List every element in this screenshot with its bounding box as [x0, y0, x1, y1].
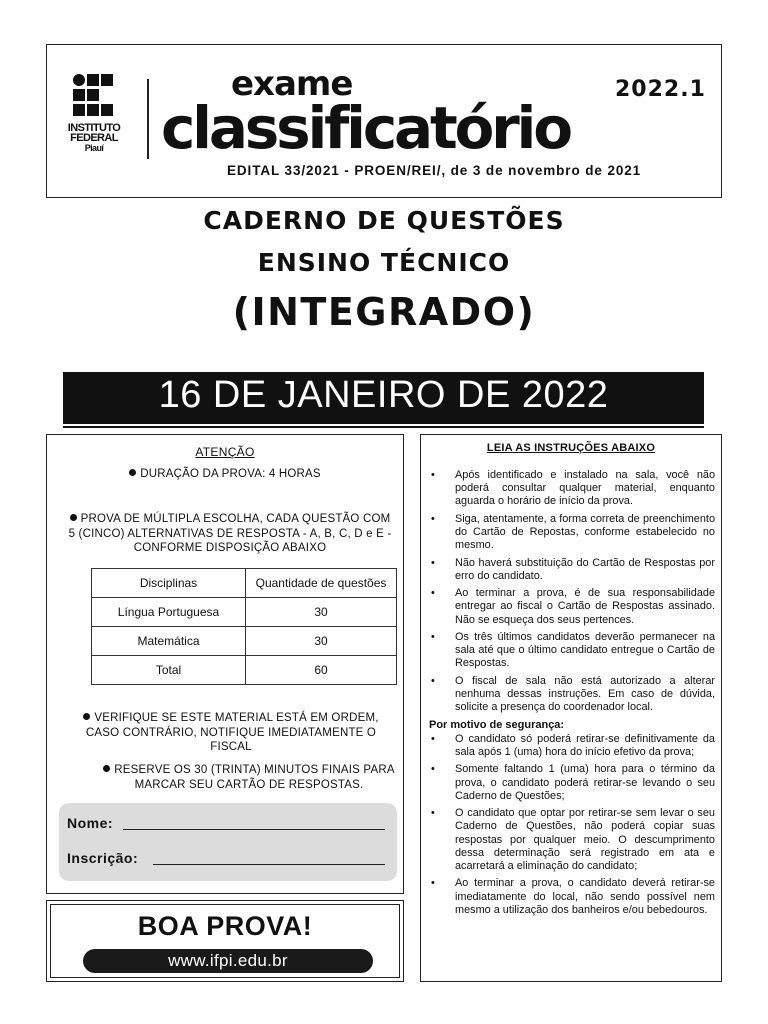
instructions-list — [429, 469, 715, 921]
logo-line-piaui: Piauí — [84, 143, 104, 153]
table-cell: 30 — [246, 598, 397, 627]
duration-text: DURAÇÃO DA PROVA: 4 HORAS — [140, 468, 321, 480]
verify-item — [71, 711, 391, 755]
list-item: • Somente faltando 1 (uma) hora para o término da prova, o candidato poderá retirar-se levando o seu Caderno de Questões; — [429, 763, 715, 803]
multiple-choice-item — [65, 512, 395, 556]
bullet-icon — [83, 713, 90, 720]
logo-line-federal: FEDERAL — [70, 132, 118, 144]
title-caderno: CADERNO DE QUESTÕES — [203, 206, 565, 235]
instructions-heading: LEIA AS INSTRUÇÕES ABAIXO — [486, 442, 656, 454]
table-header: Quantidade de questões — [246, 569, 397, 598]
table-header: Disciplinas — [92, 569, 246, 598]
edital-line: EDITAL 33/2021 - PROEN/REI/, de 3 de novembro de 2021 — [227, 163, 642, 178]
name-field[interactable] — [67, 815, 113, 831]
table-row — [92, 627, 397, 656]
bullet-icon — [129, 469, 136, 476]
list-item: • Os três últimos candidatos deverão permanecer na sala até que o último candidato entregue o Cartão de Respostas. — [429, 631, 715, 671]
classificatorio-word: classificatório — [161, 94, 570, 162]
exam-date: 16 DE JANEIRO DE 2022 — [158, 374, 609, 416]
exam-year: 2022.1 — [615, 77, 706, 102]
instructions-panel — [420, 434, 722, 982]
name-line[interactable] — [123, 829, 385, 830]
table-cell: Total — [92, 656, 246, 685]
exam-header — [46, 44, 722, 198]
table-row — [92, 598, 397, 627]
subjects-table — [91, 568, 397, 685]
exame-word: exame — [231, 64, 353, 104]
table-header-row — [92, 569, 397, 598]
reserve-text: RESERVE OS 30 (TRINTA) MINUTOS FINAIS PARA MARCAR SEU CARTÃO DE RESPOSTAS. — [114, 764, 395, 791]
candidate-fields — [59, 803, 397, 881]
reserve-item — [99, 763, 399, 792]
logo-line-instituto: INSTITUTO — [67, 122, 121, 134]
list-item: • Após identificado e instalado na sala, você não poderá consultar qualquer material, enquanto aguarda o horário de início da prova. — [429, 469, 715, 509]
list-item: • Ao terminar a prova, é de sua responsabilidade entregar ao fiscal o Cartão de Respostas assinado. Não se esqueça dos seus pertences. — [429, 587, 715, 627]
list-item: • Siga, atentamente, a forma correta de preenchimento do Cartão de Repostas, conforme estabelecido no mesmo. — [429, 513, 715, 553]
list-item: • Ao terminar a prova, o candidato deverá retirar-se imediatamente do local, não sendo possível nem mesmo a utilização dos banheiros e/ou bebedouros. — [429, 877, 715, 917]
table-cell: Matemática — [92, 627, 246, 656]
table-cell: 60 — [246, 656, 397, 685]
attention-panel — [46, 434, 404, 894]
attention-heading: ATENÇÃO — [195, 445, 255, 459]
website-link[interactable]: www.ifpi.edu.br — [83, 949, 373, 973]
registration-line[interactable] — [153, 864, 385, 865]
list-item: • O candidato só poderá retirar-se definitivamente da sala após 1 (uma) hora do início efetivo da prova; — [429, 733, 715, 759]
list-item: • O fiscal de sala não está autorizado a alterar nenhuma dessas instruções. Em caso de dúvida, solicite a presença do coordenador local. — [429, 675, 715, 715]
good-luck-box — [46, 900, 404, 982]
header-divider — [147, 79, 149, 159]
ifpi-logo-icon — [71, 73, 115, 119]
bullet-icon — [103, 765, 110, 772]
verify-text: VERIFIQUE SE ESTE MATERIAL ESTÁ EM ORDEM, CASO CONTRÁRIO, NOTIFIQUE IMEDIATAMENTE O FISCAL — [85, 712, 379, 753]
table-cell: Língua Portuguesa — [92, 598, 246, 627]
list-item: • O candidato que optar por retirar-se sem levar o seu Caderno de Questões, não poderá copiar suas respostas por qualquer meio. O descumprimento dessa determinação será registrado em ata e acarretará a eliminação do candidato; — [429, 807, 715, 873]
bullet-icon — [70, 514, 77, 521]
multiple-choice-text: PROVA DE MÚLTIPLA ESCOLHA, CADA QUESTÃO COM 5 (CINCO) ALTERNATIVAS DE RESPOSTA - A, B, C, D e E - CONFORME DISPOSIÇÃO ABAIXO — [68, 513, 392, 554]
title-ensino: ENSINO TÉCNICO — [257, 248, 511, 277]
date-underline — [63, 426, 704, 428]
duration-item — [47, 467, 403, 482]
list-item: • Não haverá substituição do Cartão de Respostas por erro do candidato. — [429, 557, 715, 583]
good-luck-text: BOA PROVA! — [137, 911, 313, 941]
registration-field[interactable] — [67, 850, 138, 866]
title-integrado: (INTEGRADO) — [232, 290, 536, 334]
ifpi-logo — [53, 73, 135, 183]
security-heading: Por motivo de segurança: — [429, 718, 565, 731]
registration-label: Inscrição: — [67, 850, 139, 866]
exam-date-bar — [63, 372, 704, 424]
table-cell: 30 — [246, 627, 397, 656]
name-label: Nome: — [67, 815, 114, 831]
table-row — [92, 656, 397, 685]
